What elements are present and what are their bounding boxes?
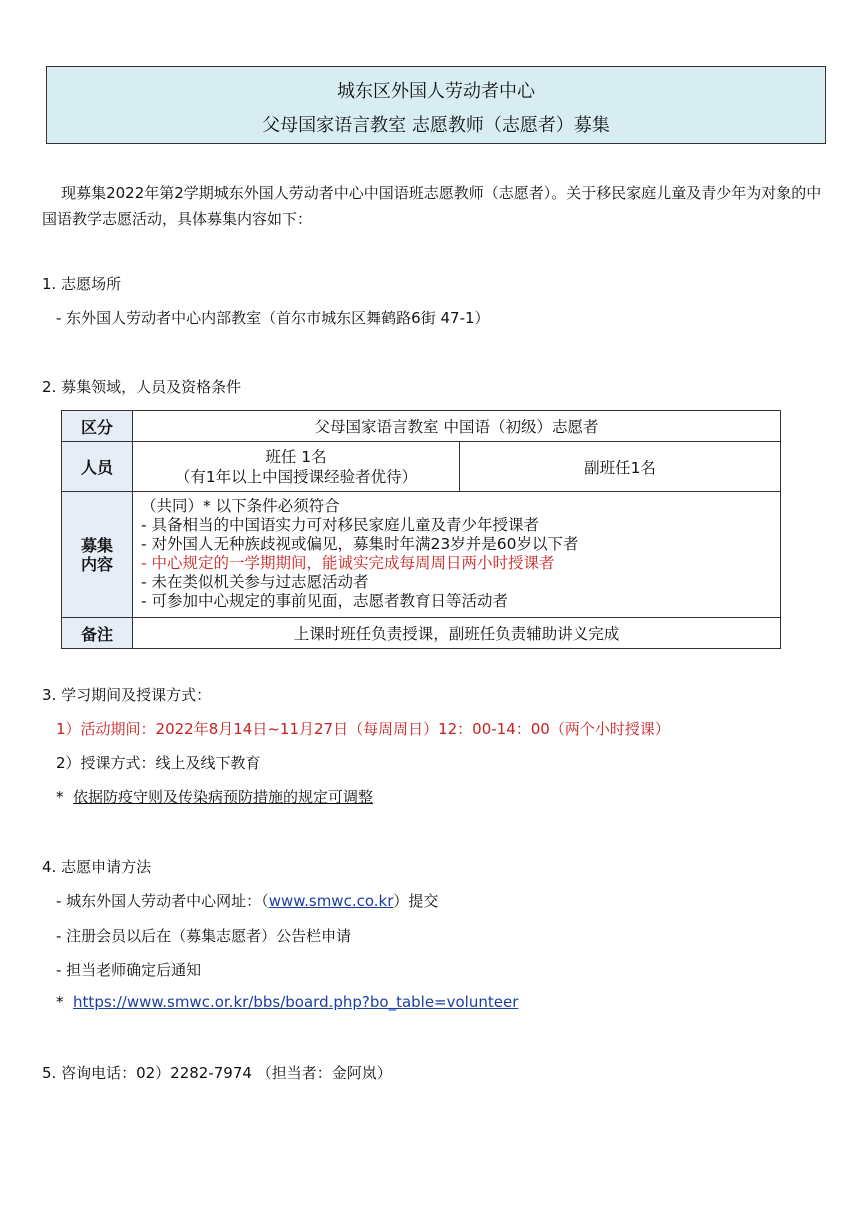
requirement-item: - 可参加中心规定的事前见面，志愿者教育日等活动者 <box>141 591 509 610</box>
page-title: 城东区外国人劳动者中心 <box>337 81 535 102</box>
table-head-teacher <box>133 442 460 492</box>
section1-item: - 东外国人劳动者中心内部教室（首尔市城东区舞鹤路6街 47-1） <box>56 309 490 327</box>
head-teacher-note: （有1年以上中国授课经验者优待） <box>174 467 418 486</box>
requirement-item: - 对外国人无种族歧视或偏见，募集时年满23岁并是60岁以下者 <box>141 534 579 553</box>
section3-heading: 3. 学习期间及授课方式： <box>42 686 212 704</box>
table-label-requirements <box>62 492 133 618</box>
requirement-item: - 未在类似机关参与过志愿活动者 <box>141 572 369 591</box>
link-star: * <box>56 993 64 1011</box>
note-star: * <box>56 788 64 806</box>
apply-notify: - 担当老师确定后通知 <box>56 961 202 979</box>
table-label-remarks: 备注 <box>62 618 133 649</box>
apply-website-prefix: - 城东外国人劳动者中心网址：（ <box>56 892 269 910</box>
apply-register: - 注册会员以后在（募集志愿者）公告栏申请 <box>56 927 352 945</box>
intro-text: 现募集2022年第2学期城东外国人劳动者中心中国语班志愿教师（志愿者）。关于移民家庭儿童及青少年为对象的中国语教学志愿活动，具体募集内容如下： <box>42 184 822 228</box>
website-link[interactable]: www.smwc.co.kr <box>268 892 394 910</box>
table-row <box>62 618 781 649</box>
note-text: 依据防疫守则及传染病预防措施的规定可调整 <box>73 788 374 806</box>
requirements-label-line1: 募集 <box>80 535 113 555</box>
table-remarks-value: 上课时班任负责授课，副班任负责辅助讲义完成 <box>133 618 781 649</box>
adjustment-note <box>56 786 373 807</box>
requirements-label-line2: 内容 <box>80 554 113 574</box>
table-label-personnel: 人员 <box>62 442 133 492</box>
requirement-item-highlight: - 中心规定的一学期期间，能诚实完成每周周日两小时授课者 <box>141 553 555 572</box>
board-link-line <box>56 993 518 1011</box>
requirement-item: （共同）* 以下条件必须符合 <box>141 496 340 515</box>
table-assistant-teacher: 副班任1名 <box>460 442 781 492</box>
section4-heading: 4. 志愿申请方法 <box>42 858 152 876</box>
page-subtitle: 父母国家语言教室 志愿教师（志愿者）募集 <box>262 115 610 136</box>
section1-heading: 1. 志愿场所 <box>42 275 122 293</box>
requirement-item: - 具备相当的中国语实力可对移民家庭儿童及青少年授课者 <box>141 515 540 534</box>
head-teacher-count: 班任 1名 <box>265 447 327 466</box>
contact-info: 5. 咨询电话：02）2282-7974 （担当者：金阿岚） <box>42 1064 392 1082</box>
teaching-method: 2）授课方式：线上及线下教育 <box>56 754 261 772</box>
table-category-value: 父母国家语言教室 中国语（初级）志愿者 <box>133 411 781 442</box>
apply-website <box>56 890 438 911</box>
table-row <box>62 442 781 492</box>
intro-paragraph <box>42 180 832 232</box>
table-row <box>62 492 781 618</box>
board-link[interactable]: https://www.smwc.or.kr/bbs/board.php?bo_table=volunteer <box>73 993 519 1011</box>
requirements-list <box>133 492 781 618</box>
table-row <box>62 411 781 442</box>
title-box <box>46 66 826 144</box>
apply-website-suffix: ）提交 <box>393 892 439 910</box>
table-label-category: 区分 <box>62 411 133 442</box>
activity-period: 1）活动期间：2022年8月14日~11月27日（每周周日）12：00-14：00（两个小时授课） <box>56 720 670 738</box>
recruit-table <box>61 410 781 649</box>
section2-heading: 2. 募集领域，人员及资格条件 <box>42 378 242 396</box>
